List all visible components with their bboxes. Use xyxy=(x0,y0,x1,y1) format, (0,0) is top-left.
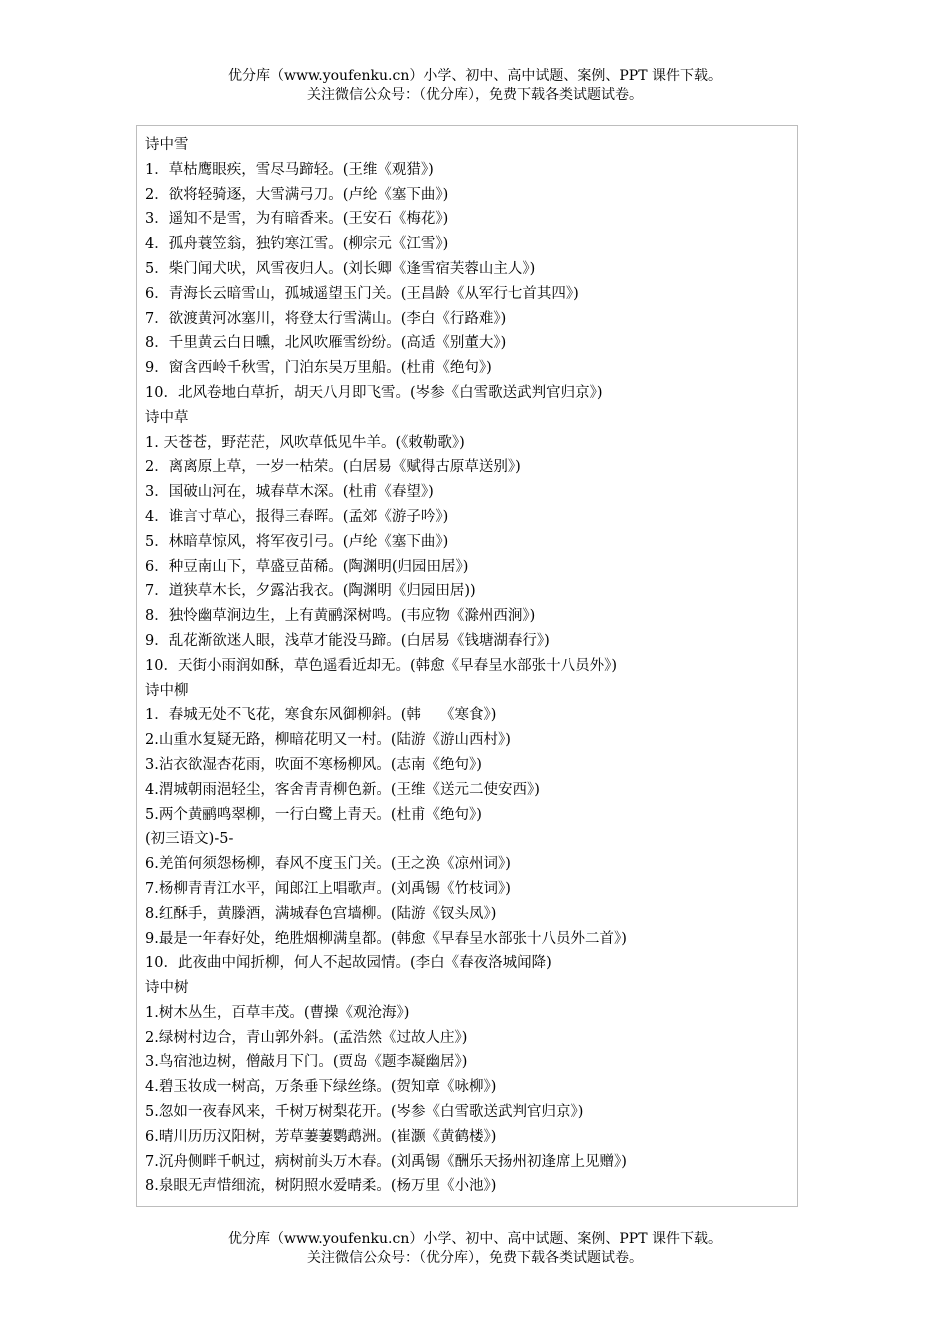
text-line: 5.忽如一夜春风来，千树万树梨花开。(岑参《白雪歌送武判官归京》) xyxy=(145,1104,584,1121)
content-box xyxy=(136,125,798,1207)
text-line: 8．千里黄云白日曛，北风吹雁雪纷纷。(高适《别董大》) xyxy=(145,335,507,352)
header-line-1: 优分库（www.youfenku.cn）小学、初中、高中试题、案例、PPT 课件下载。 xyxy=(227,68,722,84)
page-header xyxy=(0,67,950,105)
text-line: 2.山重水复疑无路，柳暗花明又一村。(陆游《游山西村》) xyxy=(145,732,511,749)
text-line: 5.两个黄鹂鸣翠柳，一行白鹭上青天。(杜甫《绝句》) xyxy=(145,806,482,823)
text-line: 5．柴门闻犬吠，风雪夜归人。(刘长卿《逢雪宿芙蓉山主人》) xyxy=(145,260,536,277)
text-line: 2.绿树村边合，青山郭外斜。(孟浩然《过故人庄》) xyxy=(145,1029,468,1046)
text-line: 7.杨柳青青江水平，闻郎江上唱歌声。(刘禹锡《竹枝词》) xyxy=(145,880,511,897)
text-line: 9.最是一年春好处，绝胜烟柳满皇都。(韩愈《早春呈水部张十八员外二首》) xyxy=(145,930,627,947)
text-line: 诗中树 xyxy=(145,980,189,997)
text-line: 6．青海长云暗雪山，孤城遥望玉门关。(王昌龄《从军行七首其四》) xyxy=(145,285,579,302)
text-line: 7．欲渡黄河冰塞川，将登太行雪满山。(李白《行路难》) xyxy=(145,310,507,327)
poem-lines xyxy=(145,133,785,1199)
footer-line-2: 关注微信公众号：（优分库），免费下载各类试题试卷。 xyxy=(307,1250,643,1266)
text-line: 3.鸟宿池边树，僧敲月下门。(贾岛《题李凝幽居》) xyxy=(145,1054,468,1071)
text-line: 1.树木丛生，百草丰茂。(曹操《观沧海》) xyxy=(145,1004,410,1021)
text-line: 10．此夜曲中闻折柳，何人不起故园情。(李白《春夜洛城闻降) xyxy=(145,955,552,972)
text-line: 诗中雪 xyxy=(145,137,189,153)
text-line: 6.羌笛何须怨杨柳，春风不度玉门关。(王之涣《凉州词》) xyxy=(145,856,511,873)
text-line: 5．林暗草惊风，将军夜引弓。(卢纶《塞下曲》) xyxy=(145,533,449,550)
page-footer xyxy=(0,1230,950,1268)
text-line: 3．国破山河在，城春草木深。(杜甫《春望》) xyxy=(145,484,434,501)
text-line: 3.沾衣欲湿杏花雨，吹面不寒杨柳风。(志南《绝句》) xyxy=(145,756,482,773)
text-line: 8.泉眼无声惜细流，树阴照水爱晴柔。(杨万里《小池》) xyxy=(145,1178,497,1195)
text-line: 4．孤舟蓑笠翁，独钓寒江雪。(柳宗元《江雪》) xyxy=(145,236,449,253)
footer-line-1: 优分库（www.youfenku.cn）小学、初中、高中试题、案例、PPT 课件下载。 xyxy=(227,1231,722,1247)
text-line: 1. 天苍苍，野茫茫，风吹草低见牛羊。(《敕勒歌》) xyxy=(145,434,465,451)
text-line: 2．离离原上草，一岁一枯荣。(白居易《赋得古原草送别》) xyxy=(145,459,521,476)
header-line-2: 关注微信公众号：（优分库），免费下载各类试题试卷。 xyxy=(307,87,643,103)
text-line: 7.沉舟侧畔千帆过，病树前头万木春。(刘禹锡《酬乐天扬州初逢席上见赠》) xyxy=(145,1153,627,1170)
text-line: 9．乱花渐欲迷人眼，浅草才能没马蹄。(白居易《钱塘湖春行》) xyxy=(145,632,550,649)
text-line: (初三语文)-5- xyxy=(145,831,234,848)
text-line: 4．谁言寸草心，报得三春晖。(孟郊《游子吟》) xyxy=(145,508,449,525)
text-line: 6．种豆南山下，草盛豆苗稀。(陶渊明(归园田居》) xyxy=(145,558,469,575)
text-line: 1．草枯鹰眼疾，雪尽马蹄轻。(王维《观猎》) xyxy=(145,161,434,178)
text-line: 4.碧玉妆成一树高，万条垂下绿丝绦。(贺知章《咏柳》) xyxy=(145,1079,497,1096)
text-line: 10．天街小雨润如酥，草色遥看近却无。(韩愈《早春呈水部张十八员外》) xyxy=(145,657,618,674)
text-line: 3．遥知不是雪，为有暗香来。(王安石《梅花》) xyxy=(145,211,449,228)
text-line: 诗中草 xyxy=(145,409,189,426)
text-line: 1．春城无处不飞花，寒食东风御柳斜。(韩 《寒食》) xyxy=(145,707,497,724)
text-line: 6.晴川历历汉阳树，芳草萋萋鹦鹉洲。(崔灏《黄鹤楼》) xyxy=(145,1128,497,1145)
text-line: 10．北风卷地白草折，胡天八月即飞雪。(岑参《白雪歌送武判官归京》) xyxy=(145,384,603,401)
text-line: 8．独怜幽草涧边生，上有黄鹂深树鸣。(韦应物《滁州西涧》) xyxy=(145,608,536,625)
text-line: 8.红酥手，黄滕酒，满城春色宫墙柳。(陆游《钗头凤》) xyxy=(145,905,497,922)
text-line: 2．欲将轻骑逐，大雪满弓刀。(卢纶《塞下曲》) xyxy=(145,186,449,203)
text-line: 4.渭城朝雨浥轻尘，客舍青青柳色新。(王维《送元二使安西》) xyxy=(145,781,540,798)
text-line: 9．窗含西岭千秋雪，门泊东吴万里船。(杜甫《绝句》) xyxy=(145,360,492,377)
text-line: 7．道狭草木长，夕露沾我衣。(陶渊明《归园田居)) xyxy=(145,583,476,600)
text-line: 诗中柳 xyxy=(145,682,189,699)
